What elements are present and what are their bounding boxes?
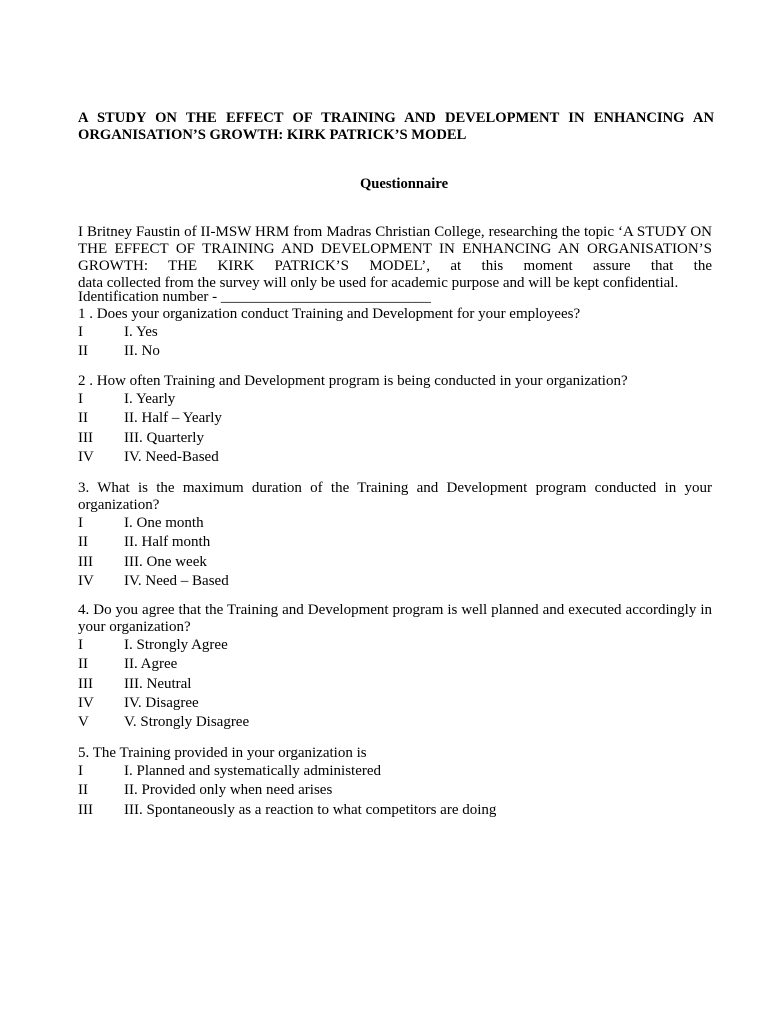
- option-label: IV. Disagree: [124, 694, 199, 711]
- identification-number: Identification number - ____________________________: [78, 289, 431, 305]
- option-row: [78, 323, 712, 342]
- option-number: III: [78, 675, 93, 692]
- option-number: IV: [78, 448, 94, 465]
- option-label: II. Agree: [124, 656, 178, 673]
- question-2: [78, 373, 712, 467]
- option-label: I. Yes: [124, 324, 158, 340]
- option-row: [78, 694, 712, 713]
- option-row: [78, 342, 712, 361]
- option-number: IV: [78, 694, 94, 711]
- question-1: [78, 306, 712, 362]
- question-text: 5. The Training provided in your organization is: [78, 745, 367, 761]
- option-row: [78, 801, 712, 820]
- option-label: I. Planned and systematically administered: [124, 763, 382, 779]
- option-row: [78, 390, 712, 409]
- option-label: IV. Need – Based: [124, 572, 229, 589]
- question-text: 1 . Does your organization conduct Training and Development for your employees?: [78, 306, 581, 322]
- option-label: III. One week: [124, 553, 207, 570]
- option-label: III. Neutral: [124, 675, 192, 692]
- question-text: 4. Do you agree that the Training and Development program is well planned and executed accordingly in your organization?: [78, 602, 712, 635]
- option-number: II: [78, 343, 88, 360]
- document-title: A STUDY ON THE EFFECT OF TRAINING AND DEVELOPMENT IN ENHANCING AN ORGANISATION’S GROWTH: KIRK PATRICK’S MODEL: [78, 110, 714, 143]
- option-label: III. Spontaneously as a reaction to what competitors are doing: [124, 801, 497, 818]
- option-row: [78, 514, 712, 533]
- option-number: II: [78, 656, 88, 673]
- option-label: IV. Need-Based: [124, 448, 219, 465]
- option-label: I. Yearly: [124, 391, 176, 407]
- option-label: II. Provided only when need arises: [124, 782, 333, 799]
- option-number: IV: [78, 572, 94, 589]
- question-3: [78, 480, 712, 591]
- option-number: I: [78, 515, 83, 531]
- option-row: [78, 572, 712, 591]
- option-number: II: [78, 782, 88, 799]
- question-4: [78, 602, 712, 732]
- option-number: II: [78, 410, 88, 427]
- intro-text: I Britney Faustin of II-MSW HRM from Madras Christian College, researching the topic ‘A STUDY ON THE EFFECT OF TRAINING AND DEVELOPMENT IN ENHANCING AN ORGANISATION’S GROWTH: THE KIRK PATRICK’S MODEL’, at this moment assure that the: [78, 224, 712, 274]
- option-label: V. Strongly Disagree: [124, 714, 250, 731]
- question-text: 3. What is the maximum duration of the Training and Development program conducted in your organization?: [78, 480, 712, 513]
- option-row: [78, 448, 712, 467]
- option-label: II. Half – Yearly: [124, 410, 222, 427]
- option-row: [78, 636, 712, 655]
- option-number: I: [78, 637, 83, 653]
- option-number: II: [78, 534, 88, 551]
- option-row: [78, 409, 712, 428]
- questionnaire-heading: Questionnaire: [359, 176, 449, 192]
- option-row: [78, 675, 712, 694]
- option-label: III. Quarterly: [124, 429, 204, 446]
- option-row: [78, 655, 712, 674]
- option-label: II. No: [124, 343, 160, 360]
- question-5: [78, 745, 712, 820]
- option-row: [78, 713, 712, 732]
- option-number: I: [78, 763, 83, 779]
- option-number: III: [78, 429, 93, 446]
- option-label: I. Strongly Agree: [124, 637, 228, 653]
- option-number: III: [78, 801, 93, 818]
- option-row: [78, 553, 712, 572]
- intro-paragraph: [78, 224, 712, 275]
- option-label: I. One month: [124, 515, 204, 531]
- question-text: 2 . How often Training and Development program is being conducted in your organization?: [78, 373, 628, 389]
- option-number: V: [78, 714, 89, 731]
- option-row: [78, 533, 712, 552]
- option-row: [78, 429, 712, 448]
- option-row: [78, 762, 712, 781]
- option-number: III: [78, 553, 93, 570]
- option-number: I: [78, 324, 83, 340]
- option-label: II. Half month: [124, 534, 211, 551]
- option-number: I: [78, 391, 83, 407]
- intro-last-line: data collected from the survey will only be used for academic purpose and will be kept confidential.: [78, 275, 679, 291]
- option-row: [78, 781, 712, 800]
